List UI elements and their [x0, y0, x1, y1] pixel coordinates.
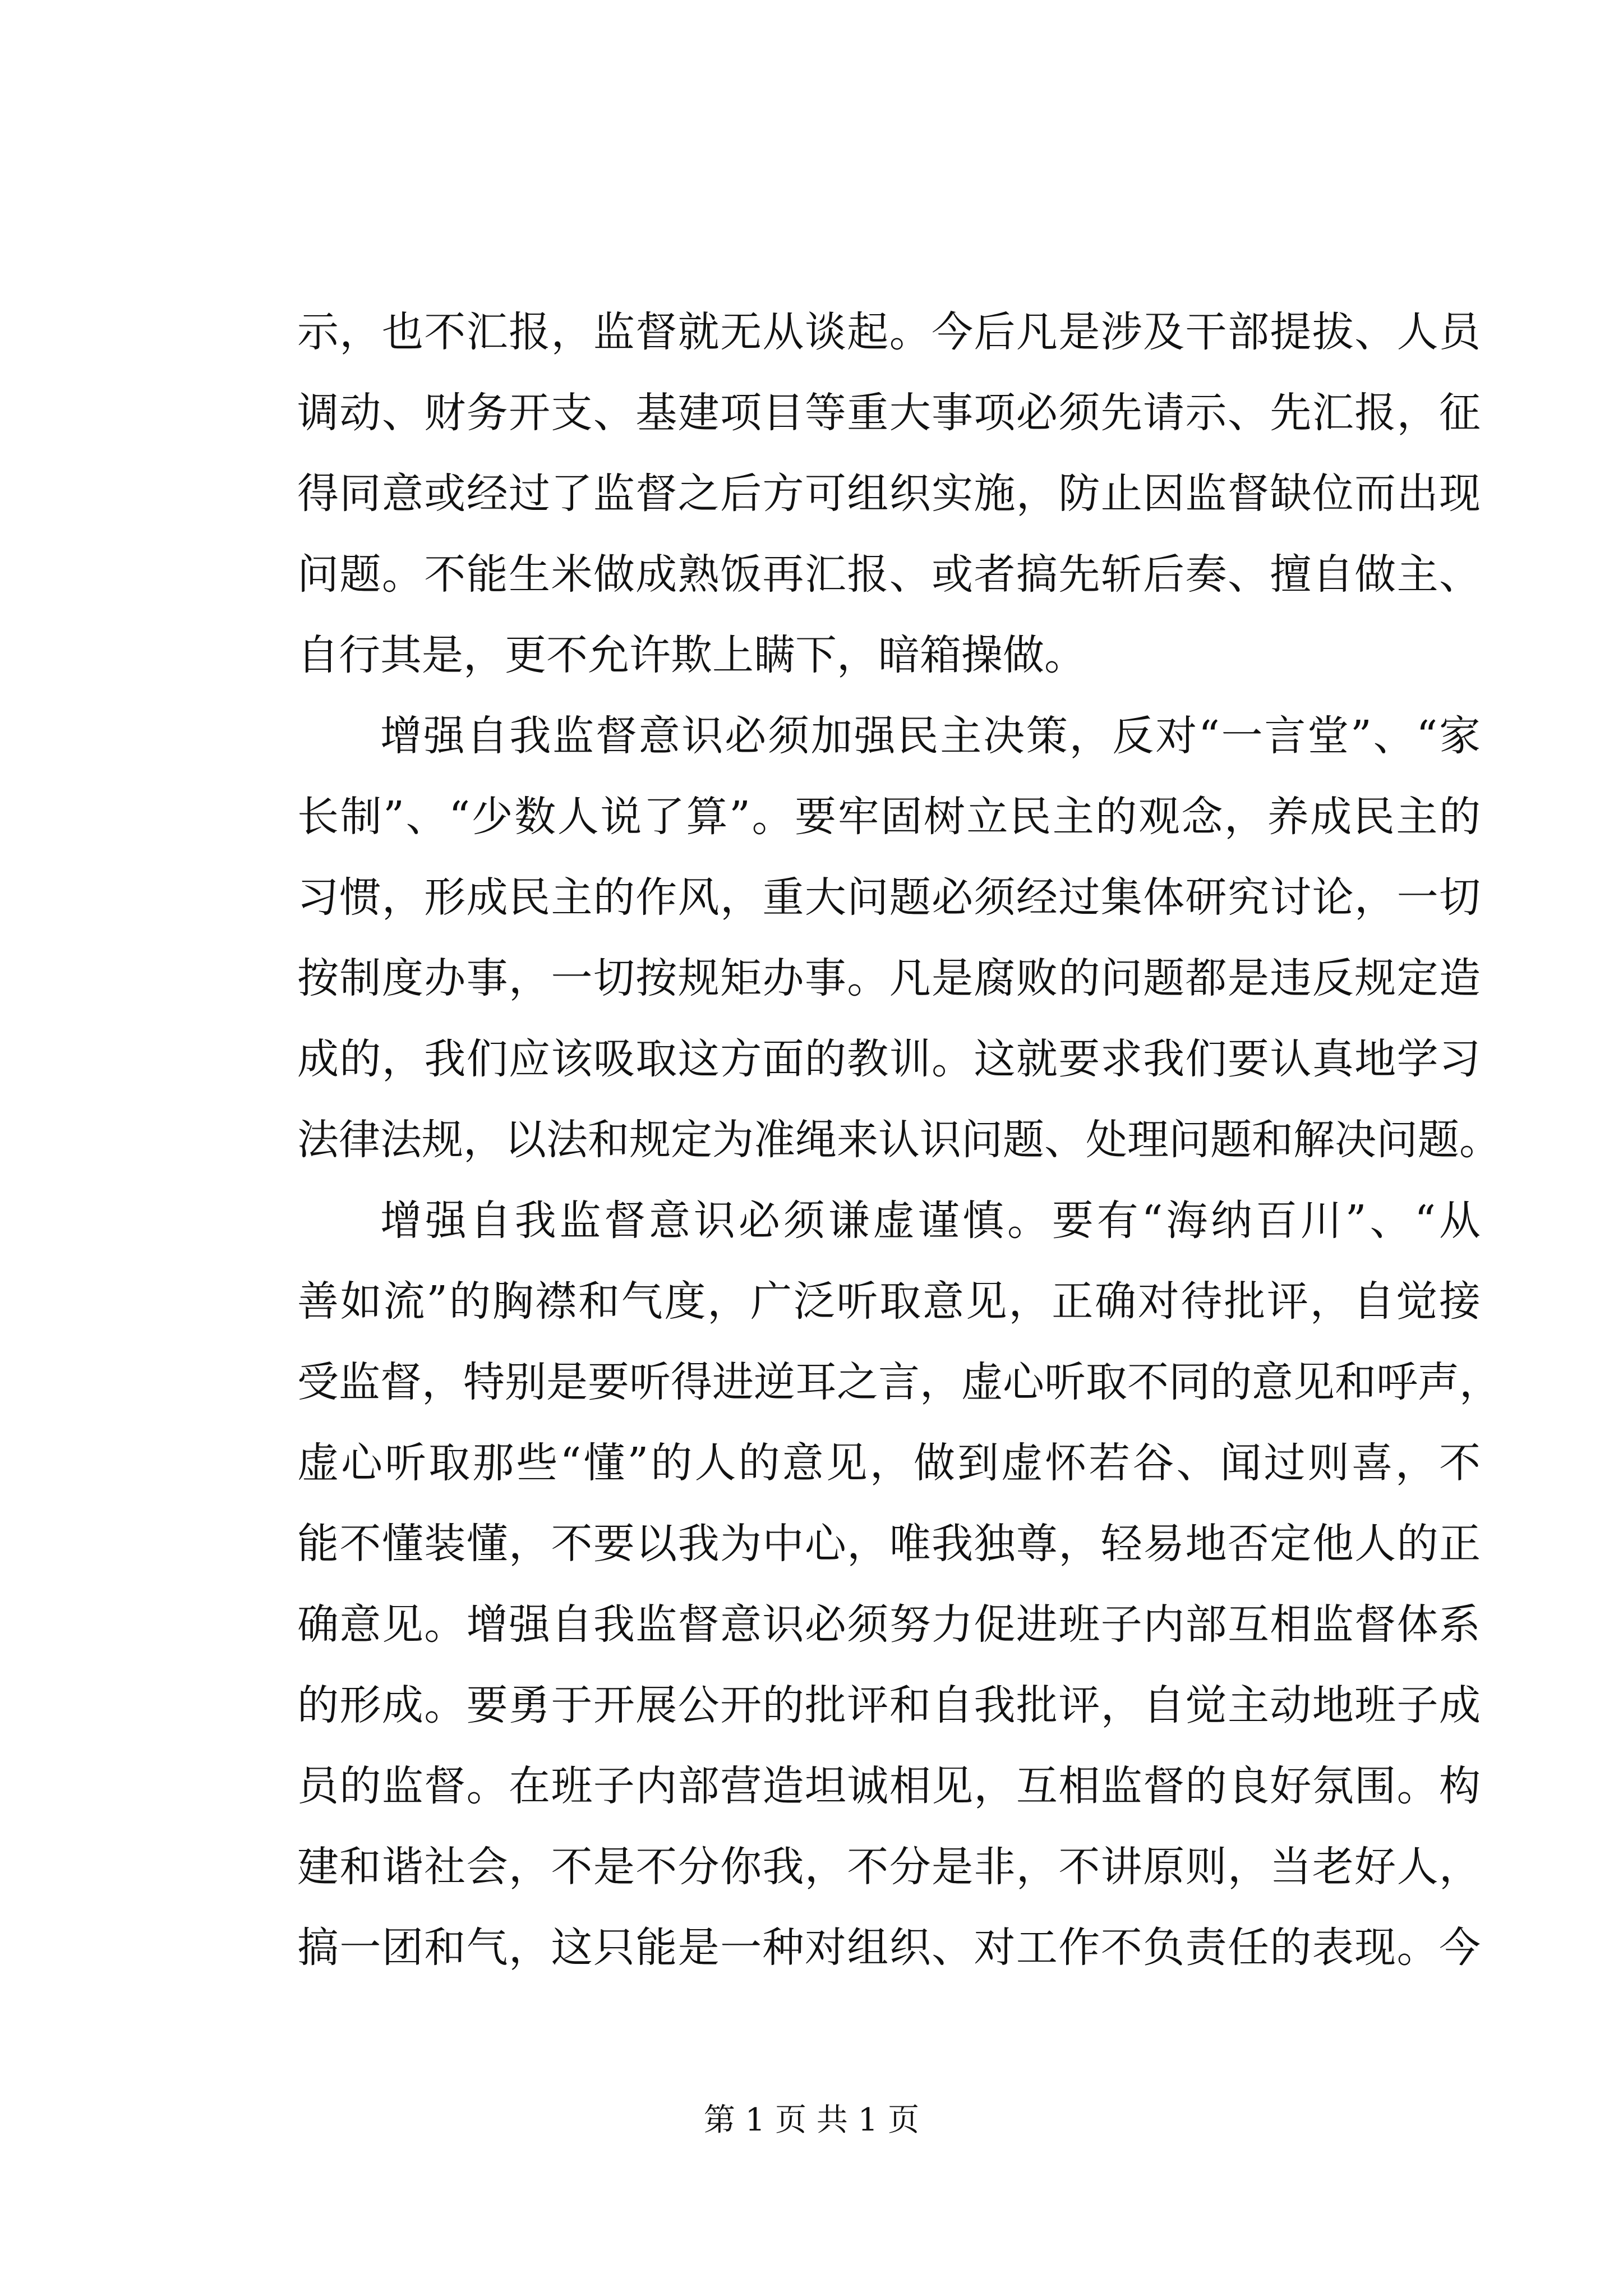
- paragraph-start-line: 增强自我监督意识必须加强民主决策，反对“一言堂”、“家: [380, 712, 1481, 760]
- text-line: 法律法规，以法和规定为准绳来认识问题、处理问题和解决问题。: [297, 1116, 1501, 1164]
- text-line: 自行其是，更不允许欺上瞒下，暗箱操做。: [297, 631, 1086, 679]
- text-line: 问题。不能生米做成熟饭再汇报、或者搞先斩后奏、擅自做主、: [297, 550, 1481, 599]
- text-line: 建和谐社会，不是不分你我，不分是非，不讲原则，当老好人，: [297, 1843, 1481, 1891]
- text-line: 习惯，形成民主的作风，重大问题必须经过集体研究讨论，一切: [297, 873, 1481, 922]
- text-line: 搞一团和气，这只能是一种对组织、对工作不负责任的表现。今: [297, 1924, 1481, 1972]
- text-line: 示，也不汇报，监督就无从谈起。今后凡是涉及干部提拔、人员: [297, 308, 1481, 356]
- text-line: 成的，我们应该吸取这方面的教训。这就要求我们要认真地学习: [297, 1035, 1481, 1083]
- body-text: [297, 292, 1501, 1988]
- text-line: 调动、财务开支、基建项目等重大事项必须先请示、先汇报，征: [297, 389, 1481, 437]
- page-number-footer: 第 1 页 共 1 页: [703, 2102, 920, 2138]
- text-line: 确意见。增强自我监督意识必须努力促进班子内部互相监督体系: [297, 1600, 1481, 1649]
- text-line: 员的监督。在班子内部营造坦诚相见，互相监督的良好氛围。构: [297, 1762, 1481, 1810]
- text-line: 按制度办事，一切按规矩办事。凡是腐败的问题都是违反规定造: [297, 954, 1481, 1002]
- text-line: 虚心听取那些“懂”的人的意见，做到虚怀若谷、闻过则喜，不: [297, 1439, 1481, 1487]
- text-line: 得同意或经过了监督之后方可组织实施，防止因监督缺位而出现: [297, 470, 1481, 518]
- text-line: 受监督，特别是要听得进逆耳之言，虚心听取不同的意见和呼声，: [297, 1358, 1501, 1406]
- paragraph-start-line: 增强自我监督意识必须谦虚谨慎。要有“海纳百川”、“从: [380, 1197, 1481, 1245]
- text-line: 的形成。要勇于开展公开的批评和自我批评，自觉主动地班子成: [297, 1681, 1481, 1729]
- text-line: 长制”、“少数人说了算”。要牢固树立民主的观念，养成民主的: [297, 793, 1481, 841]
- text-line: 善如流”的胸襟和气度，广泛听取意见，正确对待批评，自觉接: [297, 1277, 1481, 1326]
- text-line: 能不懂装懂，不要以我为中心，唯我独尊，轻易地否定他人的正: [297, 1520, 1481, 1568]
